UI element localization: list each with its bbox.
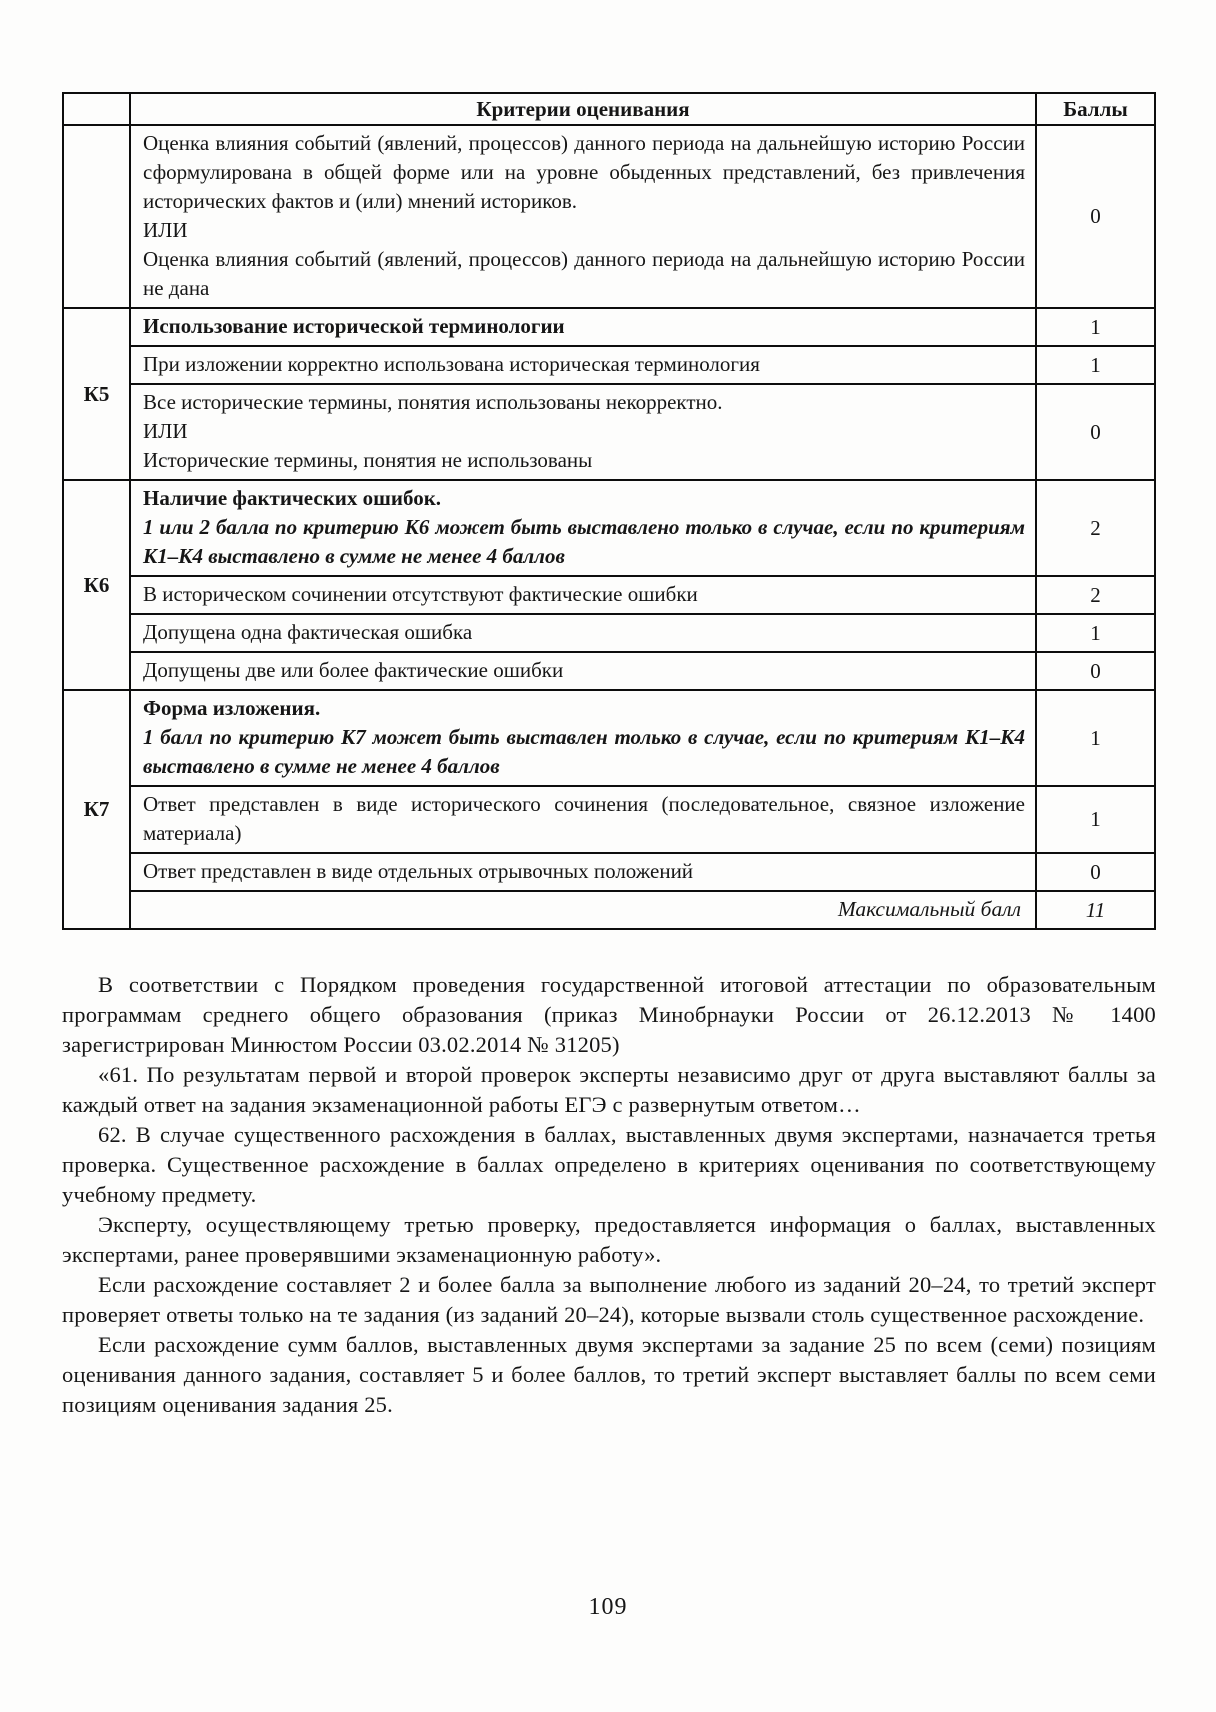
criteria-column-header: Критерии оценивания <box>130 93 1036 125</box>
criterion-id-cell <box>63 125 130 308</box>
criterion-text-part: Все исторические термины, понятия использованы некорректно. <box>143 390 723 414</box>
paragraph-clause-61: «61. По результатам первой и второй проверок эксперты независимо друг от друга выставляют баллы за каждый ответ на задания экзаменационной работы ЕГЭ с развернутым ответом… <box>62 1062 1156 1117</box>
criterion-text-part: Оценка влияния событий (явлений, процессов) данного периода на дальнейшую историю России не дана <box>143 247 1025 300</box>
max-score-row <box>63 891 1155 929</box>
table-row <box>63 690 1155 786</box>
criterion-text-cell <box>130 308 1036 346</box>
paragraph-divergence-20-24: Если расхождение составляет 2 и более балла за выполнение любого из заданий 20–24, то третий эксперт проверяет ответы только на те задания (из заданий 20–24), которые вызвали столь существенное расхождение. <box>62 1272 1156 1327</box>
or-separator: ИЛИ <box>143 419 188 443</box>
criterion-text-cell <box>130 384 1036 480</box>
criterion-text-cell <box>130 480 1036 576</box>
criterion-text-part: Ответ представлен в виде отдельных отрывочных положений <box>143 859 694 883</box>
criterion-text-cell <box>130 614 1036 652</box>
paragraph-divergence-25: Если расхождение сумм баллов, выставленных двумя экспертами за задание 25 по всем (семи) позициям оценивания данного задания, составляет 5 и более баллов, то третий эксперт выставляет баллы по всем семи позициям оценивания задания 25. <box>62 1332 1156 1417</box>
max-score-value: 11 <box>1036 891 1155 929</box>
table-row <box>63 346 1155 384</box>
criterion-note: 1 балл по критерию К7 может быть выставлен только в случае, если по критериям К1–К4 выставлено в сумме не менее 4 баллов <box>143 725 1025 778</box>
table-row <box>63 384 1155 480</box>
table-row <box>63 786 1155 853</box>
criterion-text-part: Исторические термины, понятия не использованы <box>143 448 593 472</box>
paragraph-order-reference: В соответствии с Порядком проведения государственной итоговой аттестации по образовательным программам среднего общего образования (приказ Минобрнауки России от 26.12.2013 № 1400 зарегистрирован Минюстом России 03.02.2014 № 31205) <box>62 972 1156 1057</box>
table-row <box>63 125 1155 308</box>
criterion-text-part: При изложении корректно использована историческая терминология <box>143 352 760 376</box>
max-score-label: Максимальный балл <box>130 891 1036 929</box>
table-row <box>63 480 1155 576</box>
score-cell: 1 <box>1036 690 1155 786</box>
paragraph-third-check: Эксперту, осуществляющему третью проверку, предоставляется информация о баллах, выставленных экспертами, ранее проверявшими экзаменационную работу». <box>62 1212 1156 1267</box>
criterion-id-k7: К7 <box>63 690 130 929</box>
criterion-title: Форма изложения. <box>143 696 321 720</box>
score-column-header: Баллы <box>1036 93 1155 125</box>
header-empty-cell <box>63 93 130 125</box>
score-cell: 1 <box>1036 346 1155 384</box>
score-cell: 0 <box>1036 853 1155 891</box>
text-block <box>62 970 1156 1420</box>
criterion-text-cell <box>130 125 1036 308</box>
criterion-text-cell <box>130 652 1036 690</box>
criterion-text-cell <box>130 786 1036 853</box>
criterion-text-cell <box>130 690 1036 786</box>
score-cell: 0 <box>1036 125 1155 308</box>
score-cell: 2 <box>1036 480 1155 576</box>
table-row <box>63 576 1155 614</box>
score-cell: 1 <box>1036 786 1155 853</box>
score-cell: 1 <box>1036 614 1155 652</box>
page-number: 109 <box>588 1594 628 1620</box>
criterion-text-part: Допущена одна фактическая ошибка <box>143 620 473 644</box>
criterion-id-k5: К5 <box>63 308 130 480</box>
score-cell: 1 <box>1036 308 1155 346</box>
score-cell: 0 <box>1036 652 1155 690</box>
criterion-text-cell <box>130 853 1036 891</box>
criterion-text-part: В историческом сочинении отсутствуют фактические ошибки <box>143 582 698 606</box>
table-row <box>63 853 1155 891</box>
score-cell: 0 <box>1036 384 1155 480</box>
criteria-table <box>62 92 1156 930</box>
criterion-title: Наличие фактических ошибок. <box>143 486 442 510</box>
criterion-id-k6: К6 <box>63 480 130 690</box>
criterion-note: 1 или 2 балла по критерию К6 может быть выставлено только в случае, если по критериям К1–К4 выставлено в сумме не менее 4 баллов <box>143 515 1025 568</box>
table-row <box>63 614 1155 652</box>
criterion-text-part: Оценка влияния событий (явлений, процессов) данного периода на дальнейшую историю России сформулирована в общей форме или на уровне обыденных представлений, без привлечения исторических фактов и (или) мнений историков. <box>143 131 1025 213</box>
criterion-text-part: Ответ представлен в виде исторического сочинения (последовательное, связное изложение материала) <box>143 792 1025 845</box>
header-row <box>63 93 1155 125</box>
criterion-text-cell <box>130 346 1036 384</box>
criterion-title: Использование исторической терминологии <box>143 314 565 338</box>
table-row <box>63 652 1155 690</box>
score-cell: 2 <box>1036 576 1155 614</box>
table-row <box>63 308 1155 346</box>
criterion-text-cell <box>130 576 1036 614</box>
or-separator: ИЛИ <box>143 218 188 242</box>
paragraph-clause-62: 62. В случае существенного расхождения в баллах, выставленных двумя экспертами, назначается третья проверка. Существенное расхождение в баллах определено в критериях оценивания по соответствующему учебному предмету. <box>62 1122 1156 1207</box>
criterion-text-part: Допущены две или более фактические ошибки <box>143 658 564 682</box>
